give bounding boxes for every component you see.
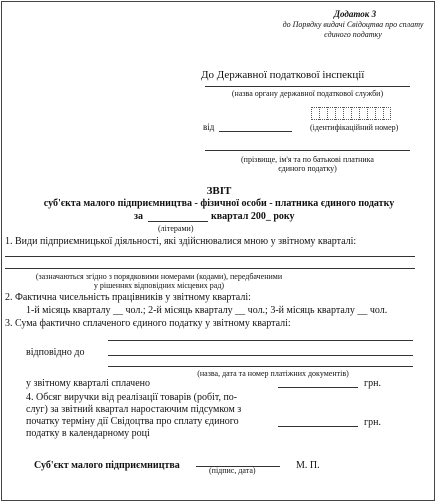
report-subtitle: суб'єкта малого підприємництва - фізичної особи - платника єдиного податку [43, 198, 395, 209]
appendix-title: Додаток 3 [333, 9, 377, 19]
activity-line-1 [5, 256, 415, 257]
from-line [219, 131, 292, 132]
name-caption-2: єдиного податку) [278, 164, 337, 173]
section-1-caption-2: у рішеннях відповідних місцевих рад) [93, 281, 225, 290]
section-1-caption-1: (зазначаються згідно з порядковими номерами (кодами), передбаченими [35, 272, 283, 281]
report-title: ЗВІТ [206, 185, 232, 197]
authority-line [205, 86, 410, 87]
payment-caption: (назва, дата та номер платіжних документів) [197, 369, 349, 378]
according-label: відповідно до [26, 347, 85, 358]
signature-caption: (підпис, дата) [209, 466, 256, 475]
id-cell [375, 107, 383, 120]
authority-caption: (назва органу державної податкової служби) [231, 89, 384, 98]
id-caption: (ідентифікаційний номер) [310, 123, 399, 132]
id-cell [367, 107, 375, 120]
quarter-line [148, 221, 208, 222]
id-cell [319, 107, 327, 120]
period-za: за [134, 211, 144, 222]
payment-line-1 [108, 340, 413, 341]
payment-line-2 [108, 355, 413, 356]
name-line [205, 150, 410, 151]
id-cell [311, 107, 319, 120]
period-rest: квартал 200_ року [211, 211, 295, 222]
paid-currency: грн. [364, 378, 381, 389]
section-4-line-1: 4. Обсяг виручки від реалізації товарів (робіт, по- [26, 392, 238, 403]
id-cell [335, 107, 343, 120]
id-cell [383, 107, 391, 120]
section-3: 3. Сума фактично сплаченого єдиного податку у звітному кварталі: [5, 318, 291, 329]
id-cell [359, 107, 367, 120]
addressee-to: До Державної податкової інспекції [201, 69, 365, 81]
id-cell [343, 107, 351, 120]
section-4-line-2: слуг) за звітний квартал наростаючим підсумком з [26, 404, 242, 415]
paid-label: у звітному кварталі сплачено [26, 378, 150, 389]
payment-line-3 [108, 366, 413, 367]
stamp-mark: М. П. [296, 460, 320, 471]
period-caption: (літерами) [158, 224, 194, 233]
from-label: від [203, 122, 215, 132]
section-2: 2. Фактична чисельність працівників у звітному кварталі: [5, 292, 251, 303]
section-1: 1. Види підприємницької діяльності, які здійснювалися мною у звітному кварталі: [5, 236, 357, 247]
id-number-cells [311, 107, 391, 120]
revenue-amount-line [278, 426, 358, 427]
appendix-line2: єдиного податку [324, 30, 382, 39]
activity-line-2 [5, 268, 415, 269]
id-cell [351, 107, 359, 120]
signature-label: Суб'єкт малого підприємництва [34, 460, 180, 471]
appendix-line1: до Порядку видачі Свідоцтва про сплату [282, 20, 424, 29]
section-4-line-4: податку в календарному році [26, 428, 150, 439]
paid-amount-line [278, 387, 358, 388]
revenue-currency: грн. [364, 417, 381, 428]
section-4-line-3: початку терміну дії Свідоцтва про сплату єдиного [26, 416, 239, 427]
id-cell [327, 107, 335, 120]
name-caption-1: (прізвище, ім'я та по батькові платника [241, 155, 374, 164]
section-2-detail: 1-й місяць кварталу __ чол.; 2-й місяць кварталу __ чол.; 3-й місяць кварталу __ чол. [26, 305, 388, 316]
